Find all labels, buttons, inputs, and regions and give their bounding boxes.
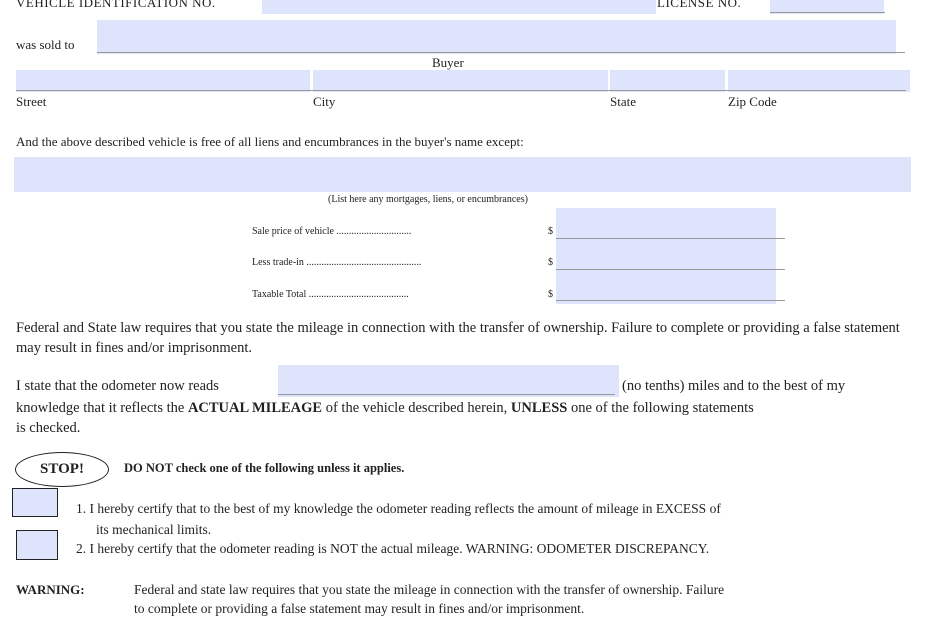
prices-input-area[interactable]: [556, 208, 776, 304]
odometer-text-c: one of the following statements: [570, 400, 754, 416]
address-underline: [16, 90, 906, 91]
state-label: State: [610, 94, 636, 109]
odometer-statement: [16, 398, 908, 438]
odometer-underline: [278, 394, 615, 395]
warning-label: WARNING:: [16, 582, 85, 597]
odometer-text-a: knowledge that it reflects the: [16, 400, 185, 416]
warning-line-2: to complete or providing a false statement may result in fines and/or imprisonment.: [134, 601, 585, 616]
sold-to-label: was sold to: [16, 37, 75, 52]
stop-instruction: DO NOT check one of the following unless it applies.: [124, 461, 405, 475]
odometer-text-b: of the vehicle described herein,: [325, 400, 508, 416]
warning-line-1: Federal and state law requires that you state the mileage in connection with the transfer of ownership. Failure: [134, 582, 725, 597]
odometer-input[interactable]: [278, 365, 619, 397]
option-1-text: 1. I hereby certify that to the best of my knowledge the odometer reading reflects the amount of mileage in EXCESS of: [76, 501, 721, 516]
option-2-text: 2. I hereby certify that the odometer reading is NOT the actual mileage. WARNING: ODOMETER DISCREPANCY.: [76, 541, 710, 556]
trade-in-underline: [556, 269, 785, 270]
taxable-total-underline: [556, 300, 785, 301]
stop-badge: [15, 452, 109, 487]
liens-hint: (List here any mortgages, liens, or encumbrances): [328, 194, 528, 205]
odometer-suffix: (no tenths) miles and to the best of my: [622, 378, 846, 394]
liens-statement: And the above described vehicle is free of all liens and encumbrances in the buyer's name except:: [16, 134, 524, 149]
buyer-label: Buyer: [432, 55, 464, 70]
odometer-prefix: I state that the odometer now reads: [16, 378, 219, 394]
buyer-name-input[interactable]: [97, 20, 896, 54]
vin-label: VEHICLE IDENTIFICATION NO.: [16, 0, 216, 10]
sale-price-currency: $: [548, 226, 553, 237]
actual-mileage-text: ACTUAL MILEAGE: [187, 400, 323, 416]
street-input[interactable]: [16, 70, 310, 92]
vin-input[interactable]: [262, 0, 656, 14]
option-1-text-continued: its mechanical limits.: [96, 522, 212, 537]
liens-input[interactable]: [14, 157, 911, 192]
trade-in-currency: $: [548, 257, 553, 268]
not-actual-mileage-checkbox[interactable]: [16, 530, 58, 560]
taxable-total-label: Taxable Total ........................................: [252, 289, 409, 300]
license-label: LICENSE NO.: [657, 0, 742, 10]
license-underline: [770, 12, 885, 13]
street-label: Street: [16, 94, 47, 109]
odometer-text-d: is checked.: [16, 420, 81, 436]
zip-label: Zip Code: [728, 94, 777, 109]
sale-price-underline: [556, 238, 785, 239]
city-label: City: [313, 94, 336, 109]
excess-mileage-checkbox[interactable]: [12, 488, 58, 517]
taxable-total-currency: $: [548, 289, 553, 300]
unless-text: UNLESS: [510, 400, 568, 416]
stop-text: STOP!: [40, 461, 84, 477]
trade-in-label: Less trade-in ..............................................: [252, 257, 422, 268]
zip-input[interactable]: [728, 70, 910, 92]
sale-price-label: Sale price of vehicle ..............................: [252, 226, 412, 237]
city-input[interactable]: [313, 70, 608, 92]
law-paragraph: Federal and State law requires that you state the mileage in connection with the transfer of ownership. Failure to complete or providing a false statement may result in fines and/or imprisonment.: [16, 320, 900, 356]
buyer-underline: [97, 52, 905, 53]
state-input[interactable]: [610, 70, 725, 92]
